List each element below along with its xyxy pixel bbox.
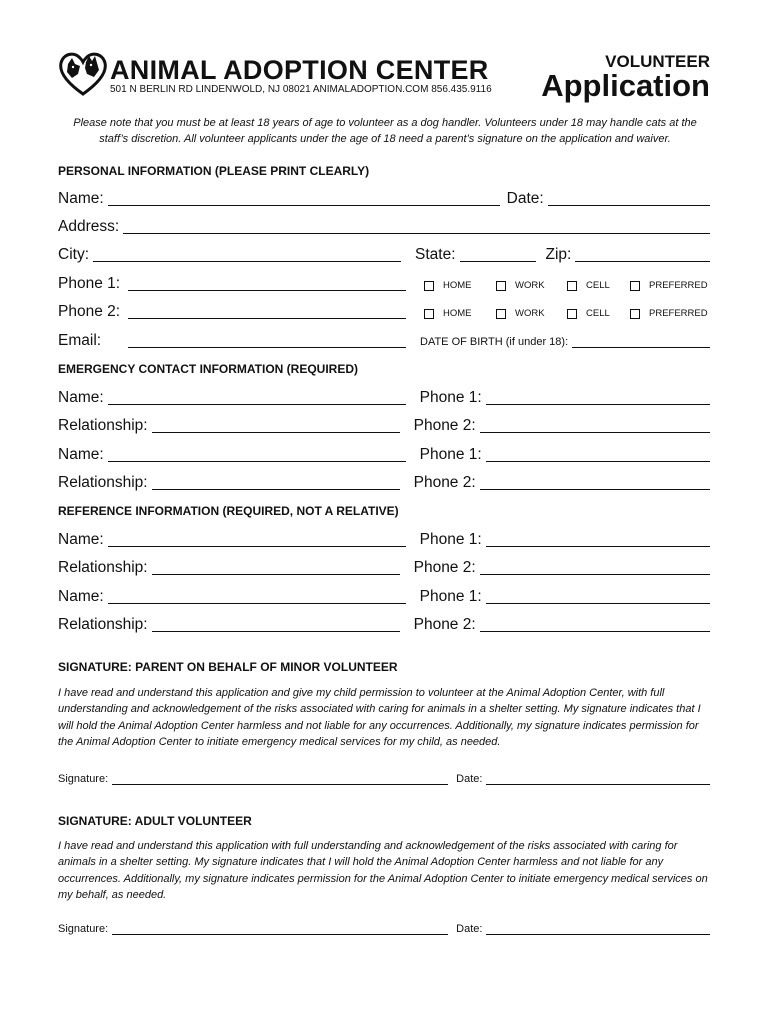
parent-signature-label: Signature: [58, 773, 109, 785]
phone1-label: Phone 1: [58, 275, 121, 292]
phone2-field[interactable] [128, 317, 406, 319]
personal-heading: PERSONAL INFORMATION (PLEASE PRINT CLEARLY) [58, 164, 370, 178]
name-field[interactable] [108, 204, 500, 206]
reference-phone2-label: Phone 2: [413, 559, 476, 576]
city-field[interactable] [93, 260, 401, 262]
emergency-relationship-field[interactable] [152, 431, 400, 433]
zip-label: Zip: [545, 246, 572, 263]
reference-row-2 [58, 554, 710, 578]
emergency-heading: EMERGENCY CONTACT INFORMATION (REQUIRED) [58, 362, 358, 376]
email-field[interactable] [128, 346, 406, 348]
phone2-cell-option[interactable]: CELL [567, 308, 630, 320]
checkbox[interactable] [567, 309, 577, 319]
parent-signature-field[interactable] [112, 783, 448, 785]
org-name: ANIMAL ADOPTION CENTER [110, 55, 489, 85]
parent-date-label: Date: [456, 773, 483, 785]
reference2-phone2-field[interactable] [480, 630, 710, 632]
city-label: City: [58, 246, 89, 263]
reference2-name-field[interactable] [108, 602, 406, 604]
emergency2-phone2-label: Phone 2: [413, 474, 476, 491]
emergency2-phone1-field[interactable] [486, 460, 710, 462]
reference2-name-label: Name: [58, 588, 104, 605]
name-label: Name: [58, 190, 104, 207]
reference2-relationship-label: Relationship: [58, 616, 148, 633]
checkbox[interactable] [496, 281, 506, 291]
emergency-phone1-field[interactable] [486, 403, 710, 405]
phone2-row [58, 298, 710, 322]
state-field[interactable] [460, 260, 536, 262]
org-address: 501 N BERLIN RD LINDENWOLD, NJ 08021 ANIMALADOPTION.COM 856.435.9116 [110, 84, 492, 95]
reference-relationship-label: Relationship: [58, 559, 148, 576]
checkbox[interactable] [424, 281, 434, 291]
emergency-name-label: Name: [58, 389, 104, 406]
emergency2-relationship-field[interactable] [152, 488, 400, 490]
reference-phone1-field[interactable] [486, 545, 710, 547]
checkbox[interactable] [496, 309, 506, 319]
phone2-home-option[interactable]: HOME [424, 308, 496, 320]
phone2-preferred-option[interactable]: PREFERRED [630, 308, 708, 320]
adult-signature-heading: SIGNATURE: ADULT VOLUNTEER [58, 814, 252, 828]
email-label: Email: [58, 332, 102, 349]
emergency-row-2 [58, 412, 710, 436]
checkbox[interactable] [630, 309, 640, 319]
phone2-label: Phone 2: [58, 303, 121, 320]
address-field[interactable] [123, 232, 710, 234]
phone1-work-option[interactable]: WORK [496, 280, 567, 292]
adult-date-label: Date: [456, 923, 483, 935]
emergency-phone2-label: Phone 2: [413, 417, 476, 434]
reference-heading: REFERENCE INFORMATION (REQUIRED, NOT A RELATIVE) [58, 504, 399, 518]
adult-consent-text: I have read and understand this application with full understanding and acknowledgement of the risks associated with caring for animals in a shelter setting. My signature indicates that I will hold the Animal Adoption Center harmless and not liable for any occurrences. Additionally, my signature indicates permission for the Animal Adoption Center to initiate emergency medical services on my behalf, as needed. [58, 840, 708, 901]
reference-row-4 [58, 611, 710, 635]
phone2-work-option[interactable]: WORK [496, 308, 567, 320]
emergency-row-4 [58, 469, 710, 493]
checkbox[interactable] [630, 281, 640, 291]
reference2-relationship-field[interactable] [152, 630, 400, 632]
reference-row-1 [58, 526, 710, 550]
heart-dog-cat-logo-icon [58, 50, 108, 96]
emergency-relationship-label: Relationship: [58, 417, 148, 434]
checkbox[interactable] [567, 281, 577, 291]
intro-note: Please note that you must be at least 18 years of age to volunteer as a dog handler. Volunteers under 18 may handle cats at the staff’s discretion. All volunteer applicants under the age of 18 need a parent’s signature on the application and waiver. [73, 117, 697, 145]
phone1-cell-option[interactable]: CELL [567, 280, 630, 292]
doc-kicker: VOLUNTEER [605, 52, 710, 71]
reference-name-field[interactable] [108, 545, 406, 547]
emergency-phone1-label: Phone 1: [419, 389, 482, 406]
emergency2-relationship-label: Relationship: [58, 474, 148, 491]
checkbox[interactable] [424, 309, 434, 319]
adult-signature-label: Signature: [58, 923, 109, 935]
parent-date-field[interactable] [486, 783, 710, 785]
address-label: Address: [58, 218, 120, 235]
adult-date-field[interactable] [486, 933, 710, 935]
reference-name-label: Name: [58, 531, 104, 548]
city-row [58, 241, 710, 265]
emergency2-name-label: Name: [58, 446, 104, 463]
reference-row-3 [58, 583, 710, 607]
doc-title: Application [541, 68, 710, 103]
date-field[interactable] [548, 204, 710, 206]
phone1-preferred-option[interactable]: PREFERRED [630, 280, 708, 292]
address-row [58, 213, 710, 237]
state-label: State: [415, 246, 456, 263]
reference-relationship-field[interactable] [152, 573, 400, 575]
personal-name-row [58, 185, 710, 209]
dob-label: DATE OF BIRTH (if under 18): [420, 336, 569, 348]
adult-signature-row [58, 920, 710, 938]
emergency2-phone1-label: Phone 1: [419, 446, 482, 463]
dob-field[interactable] [572, 346, 710, 348]
reference-phone2-field[interactable] [480, 573, 710, 575]
zip-field[interactable] [575, 260, 710, 262]
adult-signature-field[interactable] [112, 933, 448, 935]
emergency2-phone2-field[interactable] [480, 488, 710, 490]
emergency-row-1 [58, 384, 710, 408]
emergency-row-3 [58, 441, 710, 465]
phone1-home-option[interactable]: HOME [424, 280, 496, 292]
reference2-phone2-label: Phone 2: [413, 616, 476, 633]
parent-consent-text: I have read and understand this application and give my child permission to volunteer at the Animal Adoption Center, with full understanding and acknowledgement of the risks associated with caring for animals in a shelter setting. My signature indicates that I will hold the Animal Adoption Center harmless and not liable for any occurrences. Additionally, my signature indicates permission for the Animal Adoption Center to initiate emergency medical services for my child, as needed. [58, 687, 701, 748]
emergency2-name-field[interactable] [108, 460, 406, 462]
parent-signature-heading: SIGNATURE: PARENT ON BEHALF OF MINOR VOLUNTEER [58, 660, 398, 674]
reference2-phone1-field[interactable] [486, 602, 710, 604]
email-row [58, 327, 710, 351]
phone1-field[interactable] [128, 289, 406, 291]
emergency-name-field[interactable] [108, 403, 406, 405]
reference2-phone1-label: Phone 1: [419, 588, 482, 605]
date-label: Date: [506, 190, 544, 207]
emergency-phone2-field[interactable] [480, 431, 710, 433]
parent-signature-row [58, 770, 710, 788]
reference-phone1-label: Phone 1: [419, 531, 482, 548]
phone1-row [58, 270, 710, 294]
